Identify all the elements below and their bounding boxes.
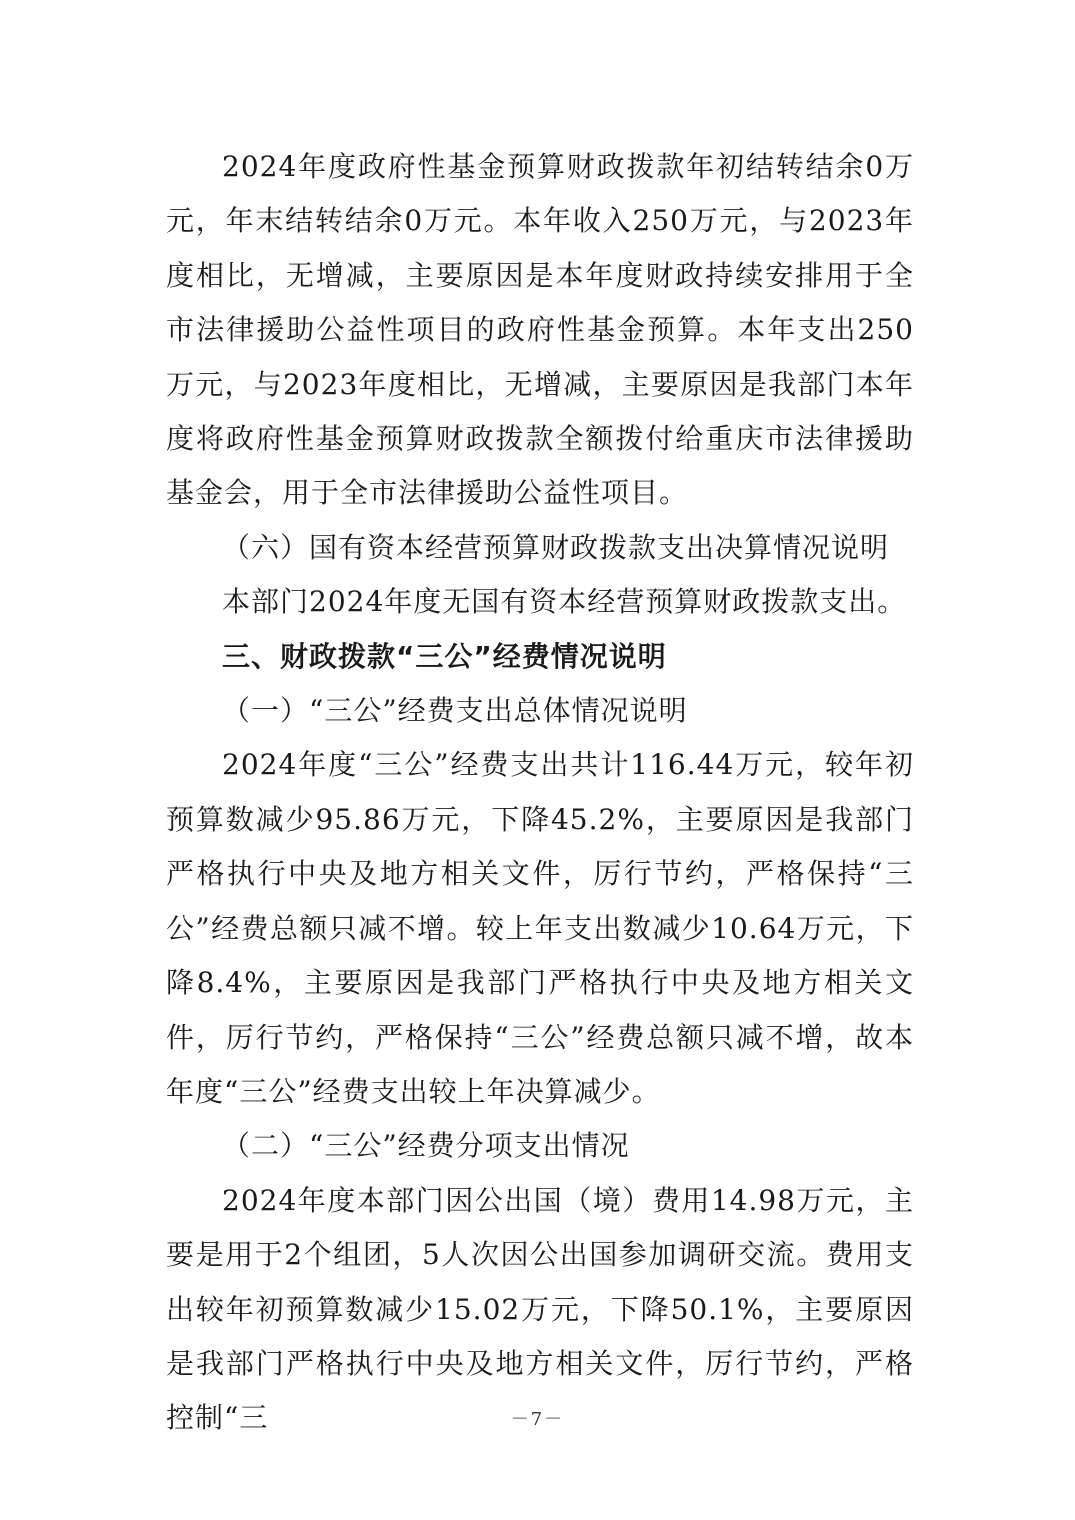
subheading-state-capital: （六）国有资本经营预算财政拨款支出决算情况说明 <box>222 530 890 564</box>
subheading-overall: （一）“三公”经费支出总体情况说明 <box>222 694 688 728</box>
document-body <box>166 140 914 1446</box>
section-heading-three-public: 三、财政拨款“三公”经费情况说明 <box>222 639 667 673</box>
paragraph-overall: 2024年度“三公”经费支出共计116.44万元，较年初预算数减少95.86万元，下降45.2%，主要原因是我部门严格执行中央及地方相关文件，厉行节约，严格保持“三公”经费总额只减不增。较上年支出数减少10.64万元，下降8.4%，主要原因是我部门严格执行中央及地方相关文件，厉行节约，严格保持“三公”经费总额只减不增，故本年度“三公”经费支出较上年决算减少。 <box>166 748 914 1108</box>
paragraph-state-capital: 本部门2024年度无国有资本经营预算财政拨款支出。 <box>222 585 907 619</box>
page-number: －7－ <box>510 1409 565 1430</box>
paragraph-government-fund: 2024年度政府性基金预算财政拨款年初结转结余0万元，年末结转结余0万元。本年收入250万元，与2023年度相比，无增减，主要原因是本年度财政持续安排用于全市法律援助公益性项目的政府性基金预算。本年支出250万元，与2023年度相比，无增减，主要原因是我部门本年度将政府性基金预算财政拨款全额拨付给重庆市法律援助基金会，用于全市法律援助公益性项目。 <box>166 150 914 510</box>
subheading-itemized: （二）“三公”经费分项支出情况 <box>222 1129 630 1163</box>
paragraph-itemized: 2024年度本部门因公出国（境）费用14.98万元，主要是用于2个组团，5人次因公出国参加调研交流。费用支出较年初预算数减少15.02万元，下降50.1%，主要原因是我部门严格执行中央及地方相关文件，厉行节约，严格控制“三 <box>166 1183 914 1435</box>
